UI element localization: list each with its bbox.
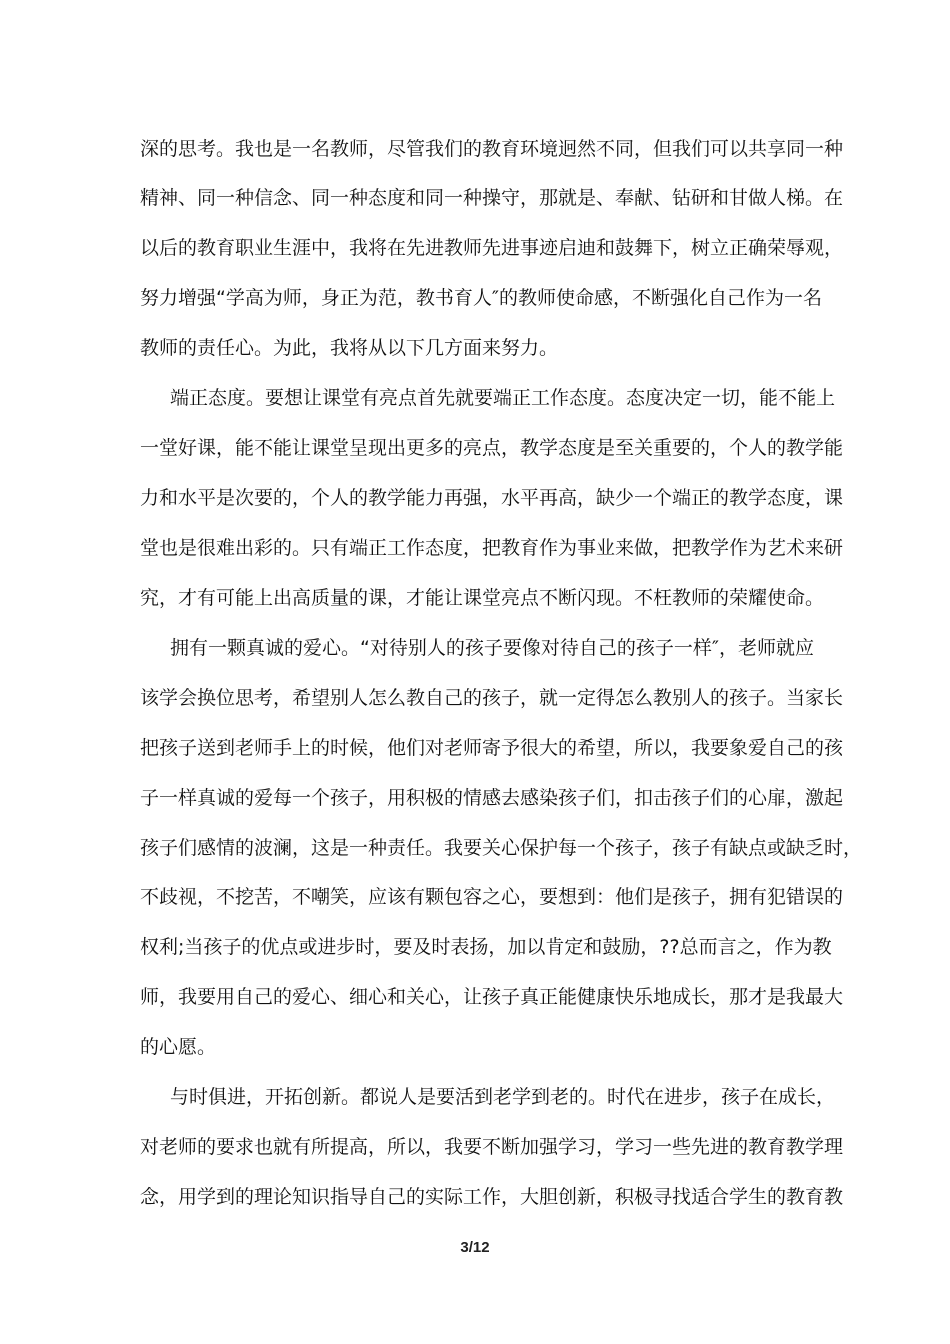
text-line: 子一样真诚的爱每一个孩子，用积极的情感去感染孩子们，扣击孩子们的心扉，激起 xyxy=(140,787,844,809)
text-line: 教师的责任心。为此，我将从以下几方面来努力。 xyxy=(140,337,559,359)
paragraph-start-line: 端正态度。要想让课堂有亮点首先就要端正工作态度。态度决定一切，能不能上 xyxy=(170,387,836,409)
text-line: 深的思考。我也是一名教师，尽管我们的教育环境迥然不同，但我们可以共享同一种 xyxy=(140,138,844,160)
paragraph-start-line: 与时俱进，开拓创新。都说人是要活到老学到老的。时代在进步，孩子在成长， xyxy=(170,1086,836,1108)
page-number: 3/12 xyxy=(460,1239,490,1256)
text-line: 精神、同一种信念、同一种态度和同一种操守，那就是、奉献、钻研和甘做人梯。在 xyxy=(140,187,844,209)
text-line: 把孩子送到老师手上的时候，他们对老师寄予很大的希望，所以，我要象爱自己的孩 xyxy=(140,737,844,759)
text-line: 念，用学到的理论知识指导自己的实际工作，大胆创新，积极寻找适合学生的教育教 xyxy=(140,1186,844,1208)
text-line: 的心愿。 xyxy=(140,1036,217,1058)
text-line: 以后的教育职业生涯中，我将在先进教师先进事迹启迪和鼓舞下，树立正确荣辱观， xyxy=(140,237,844,259)
text-line: 努力增强“学高为师，身正为范，教书育人″的教师使命感，不断强化自己作为一名 xyxy=(140,287,822,309)
text-line: 力和水平是次要的，个人的教学能力再强，水平再高，缺少一个端正的教学态度，课 xyxy=(140,487,844,509)
text-line: 该学会换位思考，希望别人怎么教自己的孩子，就一定得怎么教别人的孩子。当家长 xyxy=(140,687,844,709)
text-line: 究，才有可能上出高质量的课，才能让课堂亮点不断闪现。不枉教师的荣耀使命。 xyxy=(140,587,825,609)
paragraph-start-line: 拥有一颗真诚的爱心。“对待别人的孩子要像对待自己的孩子一样″，老师就应 xyxy=(170,637,814,659)
text-line: 师，我要用自己的爱心、细心和关心，让孩子真正能健康快乐地成长，那才是我最大 xyxy=(140,986,844,1008)
text-line: 孩子们感情的波澜，这是一种责任。我要关心保护每一个孩子，孩子有缺点或缺乏时， xyxy=(140,837,863,859)
text-line: 一堂好课，能不能让课堂呈现出更多的亮点，教学态度是至关重要的，个人的教学能 xyxy=(140,437,844,459)
text-line: 权利;当孩子的优点或进步时，要及时表扬，加以肯定和鼓励，??总而言之，作为教 xyxy=(140,936,832,958)
text-line: 堂也是很难出彩的。只有端正工作态度，把教育作为事业来做，把教学作为艺术来研 xyxy=(140,537,844,559)
text-line: 对老师的要求也就有所提高，所以，我要不断加强学习，学习一些先进的教育教学理 xyxy=(140,1136,844,1158)
text-line: 不歧视，不挖苦，不嘲笑，应该有颗包容之心，要想到：他们是孩子，拥有犯错误的 xyxy=(140,886,844,908)
